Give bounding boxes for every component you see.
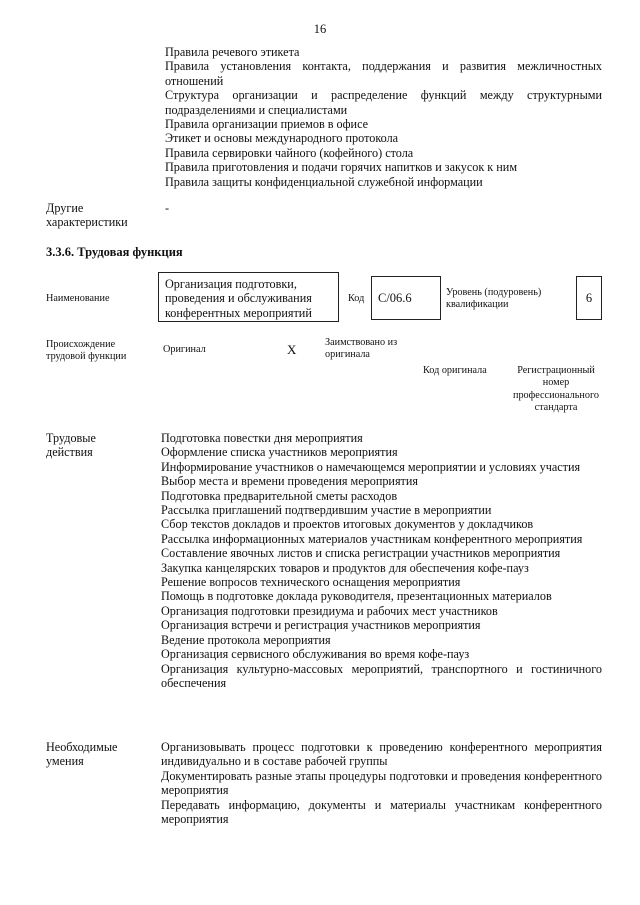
page-number: 16 <box>313 22 327 36</box>
list-item: Составление явочных листов и списка регистрации участников мероприятия <box>161 546 561 561</box>
list-item: Организация культурно-массовых мероприятий, транспортного и гостиничного обеспечения <box>161 661 602 690</box>
code-original-label: Код оригинала <box>423 365 487 376</box>
labor-actions-label: Трудовые действия <box>46 431 96 460</box>
level-value-box: 6 <box>576 276 602 320</box>
function-code-box: C/06.6 <box>371 276 441 320</box>
labor-actions-list <box>161 431 602 690</box>
other-characteristics-value: - <box>165 201 170 215</box>
code-label: Код <box>348 293 365 304</box>
name-label: Наименование <box>46 293 110 304</box>
function-name-box: Организация подготовки, проведения и обслуживания конферентных мероприятий <box>158 272 339 322</box>
list-item: Передавать информацию, документы и материалы участникам конферентного мероприятия <box>161 797 602 827</box>
other-characteristics-label: Другие характеристики <box>46 201 128 230</box>
reg-number-label: Регистрационный номер профессионального стандарта <box>513 365 599 414</box>
list-item: Информирование участников о намечающемся мероприятии и условиях участия <box>161 459 581 474</box>
skills-label: Необходимые умения <box>46 740 118 769</box>
list-item: Организация подготовки президиума и рабочих мест участников <box>161 603 498 618</box>
list-item: Рассылка информационных материалов участникам конферентного мероприятия <box>161 531 583 546</box>
knowledge-list <box>165 45 602 189</box>
list-item: Сбор текстов докладов и проектов итоговых документов у докладчиков <box>161 517 534 532</box>
list-item: Документировать разные этапы процедуры подготовки и проведения конферентного мероприятия <box>161 768 602 798</box>
list-item: Рассылка приглашений подтвердившим участие в мероприятии <box>161 503 492 518</box>
list-item: Этикет и основы международного протокола <box>165 131 399 146</box>
list-item: Структура организации и распределение функций между структурными подразделениями и специалистами <box>165 88 602 117</box>
list-item: Организация встречи и регистрация участников мероприятия <box>161 618 481 633</box>
skills-list <box>161 740 602 826</box>
list-item: Подготовка повестки дня мероприятия <box>161 431 363 445</box>
original-mark: X <box>287 342 297 357</box>
list-item: Организация сервисного обслуживания во время кофе-пауз <box>161 647 470 662</box>
list-item: Подготовка предварительной сметы расходов <box>161 488 398 503</box>
list-item: Выбор места и времени проведения мероприятия <box>161 474 419 489</box>
borrowed-label: Заимствовано из оригинала <box>325 337 398 361</box>
list-item: Закупка канцелярских товаров и продуктов для обеспечения кофе-пауз <box>161 560 529 575</box>
level-label: Уровень (подуровень) квалификации <box>446 287 542 311</box>
list-item: Помощь в подготовке доклада руководителя, презентационных материалов <box>161 589 552 604</box>
list-item: Правила речевого этикета <box>165 45 300 59</box>
list-item: Оформление списка участников мероприятия <box>161 445 398 460</box>
list-item: Правила приготовления и подачи горячих напитков и закусок к ним <box>165 160 518 175</box>
list-item: Организовывать процесс подготовки к проведению конферентного мероприятия индивидуально и в составе рабочей группы <box>161 740 602 769</box>
origin-label: Происхождение трудовой функции <box>46 339 127 363</box>
list-item: Правила сервировки чайного (кофейного) стола <box>165 145 414 160</box>
section-title: 3.3.6. Трудовая функция <box>46 245 183 259</box>
list-item: Правила организации приемов в офисе <box>165 117 369 132</box>
list-item: Правила установления контакта, поддержания и развития межличностных отношений <box>165 59 602 88</box>
list-item: Правила защиты конфиденциальной служебной информации <box>165 174 483 189</box>
list-item: Решение вопросов технического оснащения мероприятия <box>161 575 461 590</box>
list-item: Ведение протокола мероприятия <box>161 632 331 647</box>
original-label: Оригинал <box>163 344 206 355</box>
